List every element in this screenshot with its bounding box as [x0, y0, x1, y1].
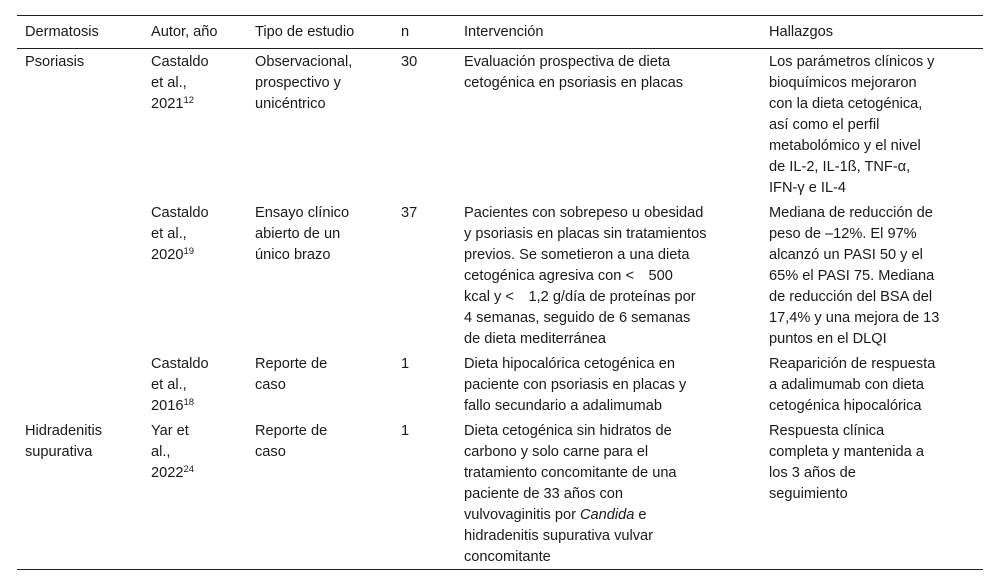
hallazgos-line: 65% el PASI 75. Mediana: [769, 268, 935, 284]
cell-n: 30: [401, 54, 418, 70]
autor-year-line: [151, 463, 239, 484]
autor-line: et al.,: [151, 377, 187, 393]
header-row: [17, 16, 983, 49]
intervencion-line-mixed: [464, 505, 753, 526]
cell-intervencion: [456, 418, 761, 570]
tipo-line: Ensayo clínico: [255, 205, 350, 221]
header-intervencion: Intervención: [464, 24, 544, 40]
tipo-line: unicéntrico: [255, 96, 326, 112]
studies-table-container: [17, 15, 983, 570]
tipo-line: Reporte de: [255, 356, 328, 372]
cell-autor: [143, 200, 247, 351]
studies-table: [17, 15, 983, 570]
autor-line: et al.,: [151, 226, 187, 242]
intervencion-line: Dieta hipocalórica cetogénica en: [464, 356, 675, 372]
header-autor: Autor, año: [151, 24, 218, 40]
hallazgos-line: completa y mantenida a: [769, 444, 924, 460]
autor-line: Castaldo: [151, 356, 209, 372]
intervencion-line: paciente con psoriasis en placas y: [464, 377, 687, 393]
hallazgos-line: Mediana de reducción de: [769, 205, 933, 221]
table-row: [17, 418, 983, 570]
intervencion-text: e: [634, 507, 647, 523]
hallazgos-line: seguimiento: [769, 486, 848, 502]
autor-line: Castaldo: [151, 205, 209, 221]
tipo-line: caso: [255, 444, 286, 460]
reference-number: 12: [183, 95, 195, 106]
hallazgos-line: de IL-2, IL-1ß, TNF-α,: [769, 159, 911, 175]
table-row: [17, 200, 983, 351]
intervencion-line: Dieta cetogénica sin hidratos de: [464, 423, 672, 439]
hallazgos-line: peso de –12%. El 97%: [769, 226, 917, 242]
cell-dermatosis: [17, 351, 143, 418]
cell-n: 37: [401, 205, 418, 221]
cell-autor: [143, 351, 247, 418]
cell-tipo: [247, 418, 393, 570]
autor-year: 2016: [151, 398, 184, 414]
cell-dermatosis: [17, 418, 143, 570]
cell-n: 1: [401, 423, 410, 439]
cell-tipo: [247, 351, 393, 418]
cell-dermatosis: Psoriasis: [25, 54, 85, 70]
cell-hallazgos: [761, 418, 983, 570]
autor-year-line: [151, 245, 239, 266]
intervencion-line: de dieta mediterránea: [464, 331, 606, 347]
dermatosis-line: supurativa: [25, 444, 93, 460]
intervencion-line: fallo secundario a adalimumab: [464, 398, 662, 414]
hallazgos-line: así como el perfil: [769, 117, 880, 133]
cell-autor: [143, 418, 247, 570]
hallazgos-line: puntos en el DLQI: [769, 331, 887, 347]
intervencion-line: Pacientes con sobrepeso u obesidad: [464, 205, 704, 221]
hallazgos-line: a adalimumab con dieta: [769, 377, 924, 393]
reference-number: 24: [183, 464, 195, 475]
cell-hallazgos: [761, 351, 983, 418]
cell-tipo: [247, 49, 393, 201]
autor-year-line: [151, 94, 239, 115]
tipo-line: Observacional,: [255, 54, 353, 70]
intervencion-line: previos. Se sometieron a una dieta: [464, 247, 690, 263]
reference-number: 18: [183, 397, 195, 408]
cell-autor: [143, 49, 247, 201]
hallazgos-line: de reducción del BSA del: [769, 289, 933, 305]
cell-intervencion: [456, 351, 761, 418]
table-header: [17, 16, 983, 49]
autor-year: 2022: [151, 465, 184, 481]
hallazgos-line: cetogénica hipocalórica: [769, 398, 922, 414]
table-row: [17, 351, 983, 418]
intervencion-line: y psoriasis en placas sin tratamientos: [464, 226, 707, 242]
autor-line: Yar et: [151, 423, 189, 439]
header-dermatosis: Dermatosis: [25, 24, 99, 40]
intervencion-line: tratamiento concomitante de una: [464, 465, 677, 481]
hallazgos-line: Respuesta clínica: [769, 423, 885, 439]
cell-hallazgos: [761, 200, 983, 351]
cell-n: 1: [401, 356, 410, 372]
cell-tipo: [247, 200, 393, 351]
cell-dermatosis: [17, 200, 143, 351]
autor-year: 2021: [151, 96, 184, 112]
hallazgos-line: Reaparición de respuesta: [769, 356, 936, 372]
tipo-line: caso: [255, 377, 286, 393]
header-tipo: Tipo de estudio: [255, 24, 355, 40]
hallazgos-line: bioquímicos mejoraron: [769, 75, 917, 91]
reference-number: 19: [183, 246, 195, 257]
table-body: [17, 49, 983, 570]
intervencion-line: hidradenitis supurativa vulvar: [464, 528, 654, 544]
species-name-italic: Candida: [580, 507, 635, 523]
autor-line: et al.,: [151, 75, 187, 91]
intervencion-line: carbono y solo carne para el: [464, 444, 649, 460]
hallazgos-line: con la dieta cetogénica,: [769, 96, 923, 112]
table-row: [17, 49, 983, 201]
autor-year: 2020: [151, 247, 184, 263]
tipo-line: abierto de un: [255, 226, 341, 242]
tipo-line: único brazo: [255, 247, 331, 263]
intervencion-line: concomitante: [464, 549, 551, 565]
autor-line: Castaldo: [151, 54, 209, 70]
hallazgos-line: metabolómico y el nivel: [769, 138, 921, 154]
hallazgos-line: IFN-γ e IL-4: [769, 180, 847, 196]
autor-year-line: [151, 396, 239, 417]
intervencion-line: kcal y < 1,2 g/día de proteínas por: [464, 289, 696, 305]
header-n: n: [401, 24, 410, 40]
cell-intervencion: [456, 49, 761, 201]
intervencion-line: Evaluación prospectiva de dieta: [464, 54, 671, 70]
intervencion-line: cetogénica en psoriasis en placas: [464, 75, 684, 91]
tipo-line: prospectivo y: [255, 75, 341, 91]
dermatosis-line: Hidradenitis: [25, 423, 103, 439]
cell-hallazgos: [761, 49, 983, 201]
header-hallazgos: Hallazgos: [769, 24, 834, 40]
hallazgos-line: 17,4% y una mejora de 13: [769, 310, 940, 326]
cell-intervencion: [456, 200, 761, 351]
intervencion-line: 4 semanas, seguido de 6 semanas: [464, 310, 691, 326]
hallazgos-line: Los parámetros clínicos y: [769, 54, 935, 70]
autor-line: al.,: [151, 444, 171, 460]
tipo-line: Reporte de: [255, 423, 328, 439]
intervencion-text: vulvovaginitis por: [464, 507, 580, 523]
hallazgos-line: los 3 años de: [769, 465, 856, 481]
hallazgos-line: alcanzó un PASI 50 y el: [769, 247, 923, 263]
intervencion-line: cetogénica agresiva con < 500: [464, 268, 673, 284]
intervencion-line: paciente de 33 años con: [464, 486, 624, 502]
